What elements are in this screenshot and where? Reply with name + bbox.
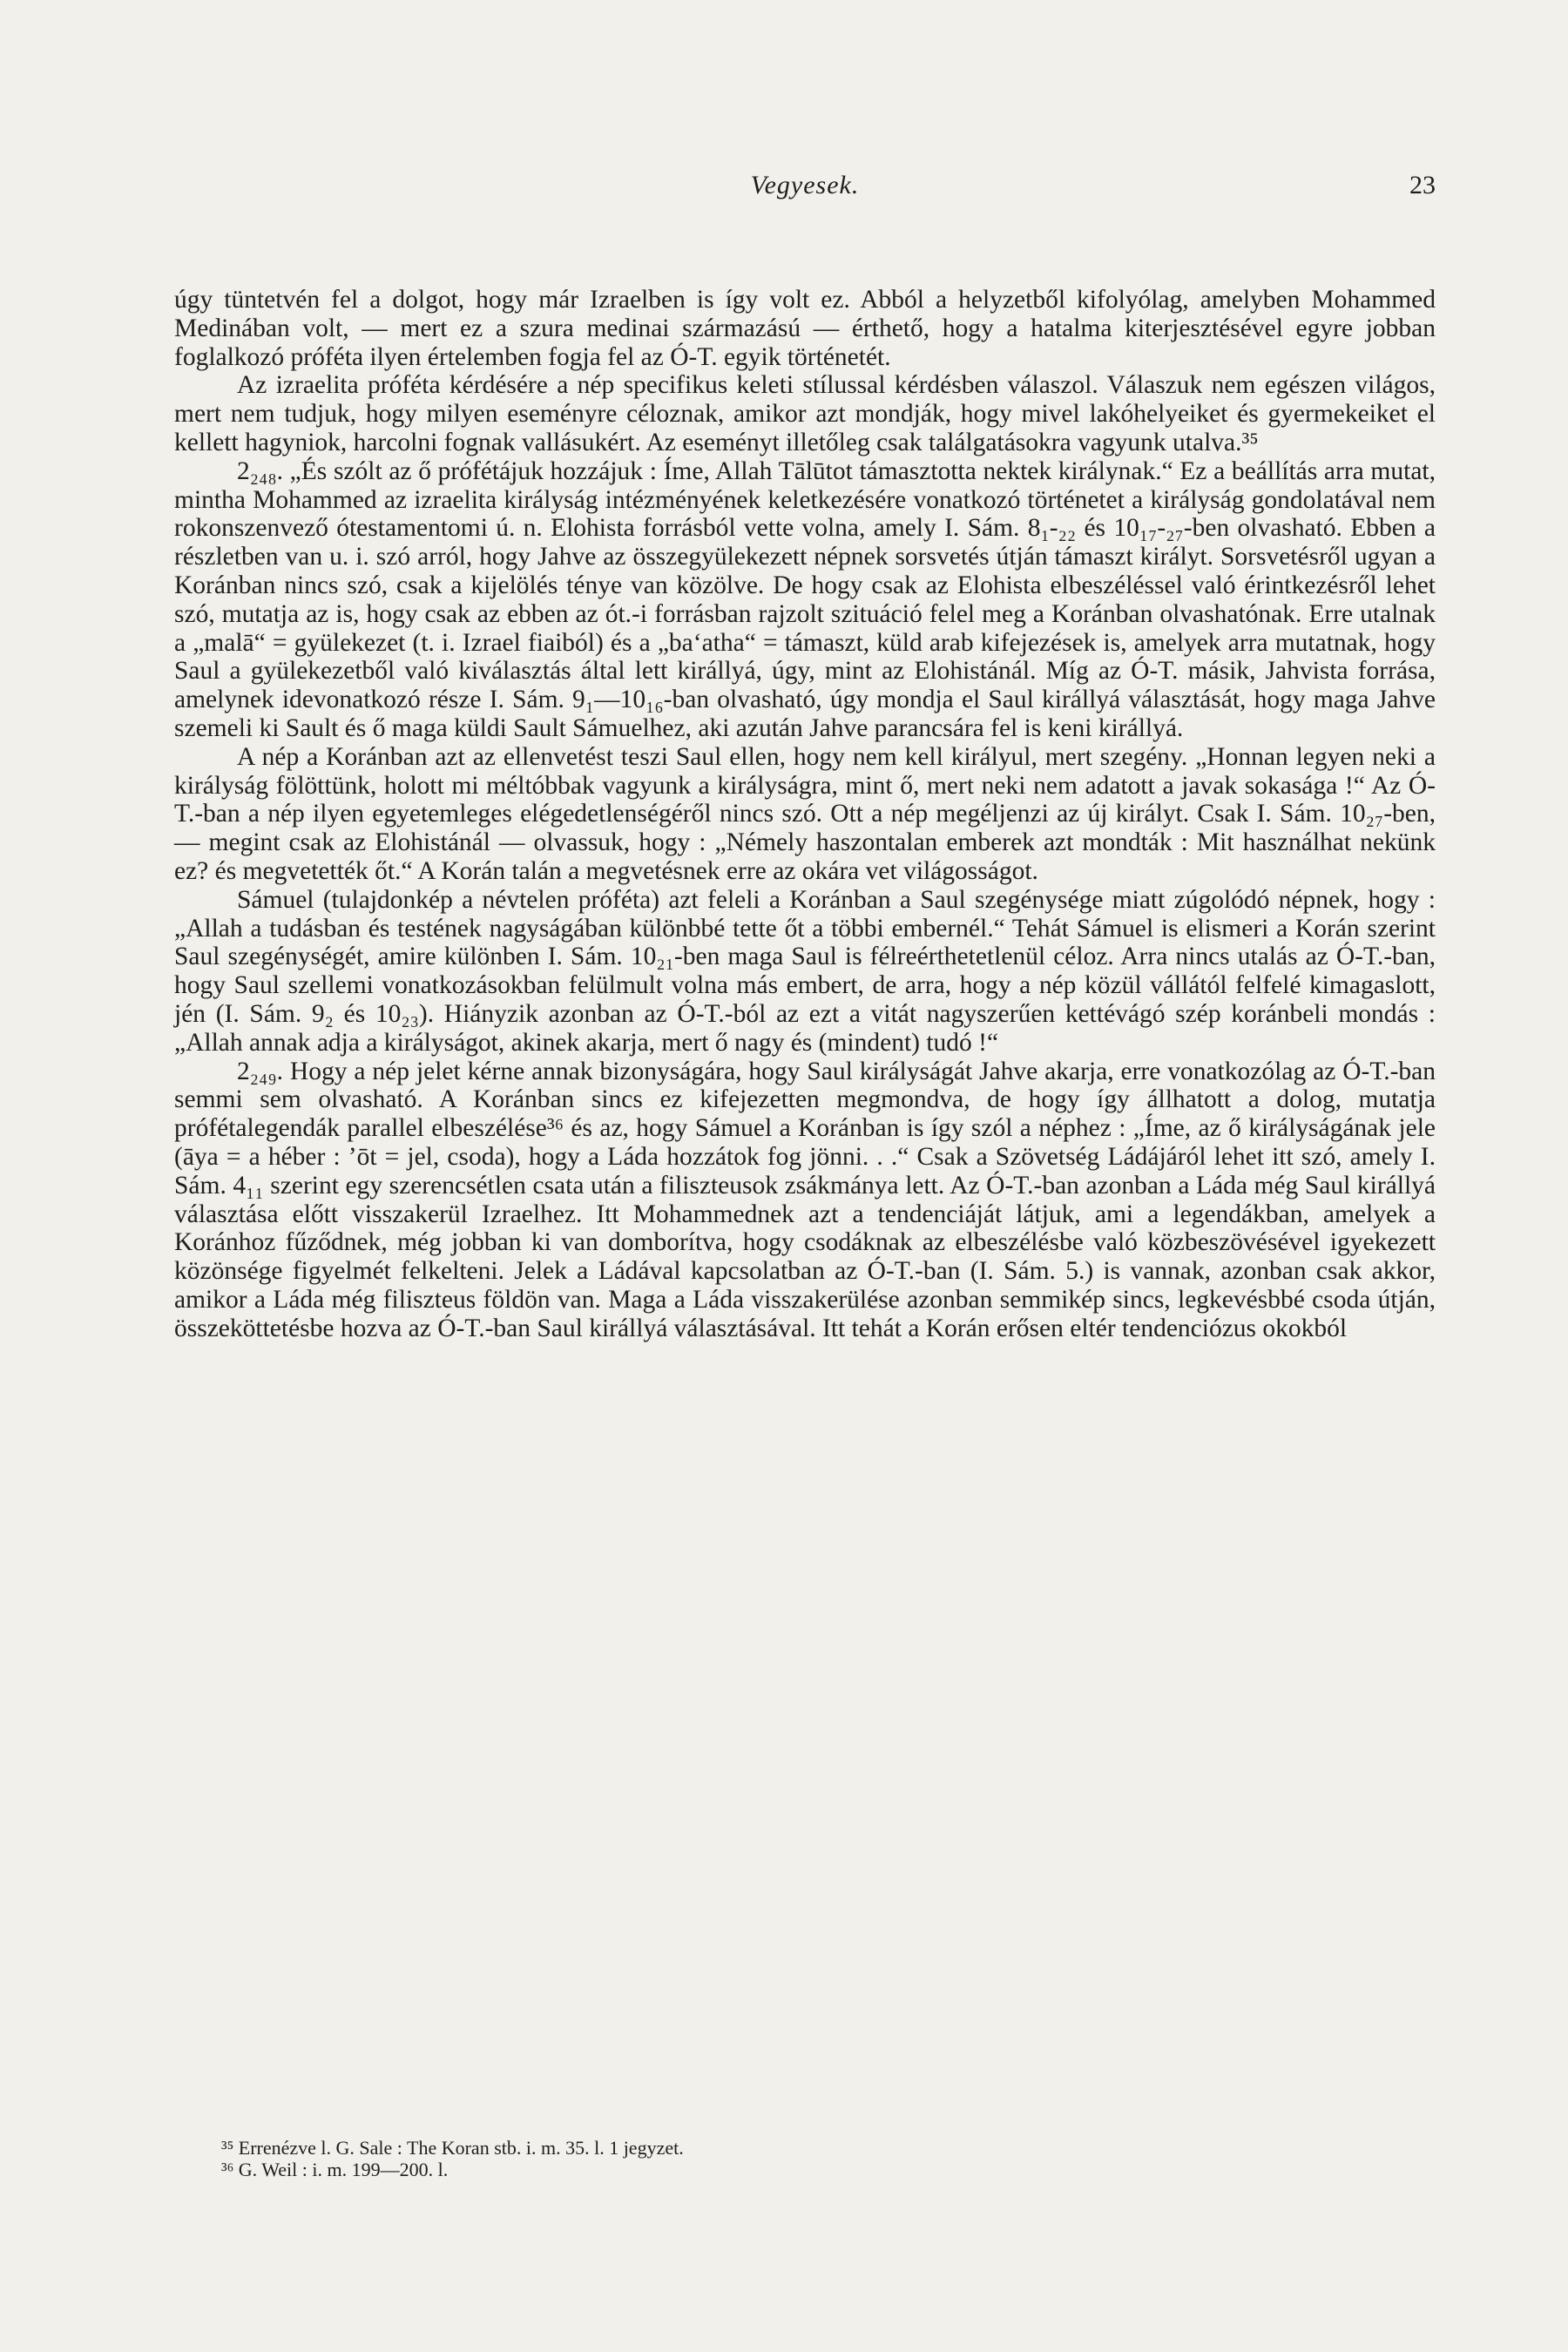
paragraph: 2₂₄₉. Hogy a nép jelet kérne annak bizonyságára, hogy Saul királyságát Jahve akarja, erre vonatkozólag az Ó-T.-ban semmi sem olvasható. A Koránban sincs ez kifejezetten megmondva, de hogy így állhatott a dolog, mutatja prófétalegendák parallel elbeszélése³⁶ és az, hogy Sámuel a Koránban is így szól a néphez : „Íme, az ő királyságának jele (āya = a héber : ’ōt = jel, csoda), hogy a Láda hozzátok fog jönni. . .“ Csak a Szövetség Ládájáról lehet itt szó, amely I. Sám. 4₁₁ szerint egy szerencsétlen csata után a filiszteusok zsákmánya lett. Az Ó-T.-ban azonban a Láda még Saul királlyá választása előtt visszakerül Izraelhez. Itt Mohammednek azt a tendenciáját látjuk, ami a legendákban, amelyek a Koránhoz fűződnek, még jobban ki van domborítva, hogy csodáknak az elbeszélésbe való közbeszövésével igyekezett közönsége figyelmét felkelteni. Jelek a Ládával kapcsolatban az Ó-T.-ban (I. Sám. 5.) is vannak, azonban csak akkor, amikor a Láda még filiszteus földön van. Maga a Láda visszakerülése azonban semmikép sincs, legkevésbbé csoda útján, összeköttetésbe hozva az Ó-T.-ban Saul királlyá választásával. Itt tehát a Korán erősen eltér tendenciózus okokból: [174, 1057, 1436, 1342]
paragraph: Sámuel (tulajdonkép a névtelen próféta) azt feleli a Koránban a Saul szegénysége miatt zúgolódó népnek, hogy : „Allah a tudásban és testének nagyságában különbbé tette őt a többi embernél.“ Tehát Sámuel is elismeri a Korán szerint Saul szegénységét, amire különben I. Sám. 10₂₁-ben maga Saul is félreérthetetlenül céloz. Arra nincs utalás az Ó-T.-ban, hogy Saul szellemi vonatkozásokban felülmult volna más embert, de arra, hogy a nép közül vállától felfelé kimagaslott, jén (I. Sám. 9₂ és 10₂₃). Hiányzik azonban az Ó-T.-ból az ezt a vitát nagyszerűen kettévágó szép koránbeli mondás : „Allah annak adja a királyságot, akinek akarja, mert ő nagy és (mindent) tudó !“: [174, 885, 1436, 1057]
page-header: [174, 171, 1436, 206]
running-title: Vegyesek.: [750, 171, 860, 199]
footnote-35: ³⁵ Errenézve l. G. Sale : The Koran stb. i. m. 35. l. 1 jegyzet.: [221, 2137, 684, 2159]
paragraph: A nép a Koránban azt az ellenvetést teszi Saul ellen, hogy nem kell királyul, mert szegény. „Honnan legyen neki a királyság fölöttünk, holott mi méltóbbak vagyunk a királyságra, mint ő, mert neki nem adatott a javak sokasága !“ Az Ó-T.-ban a nép ilyen egyetemleges elégedetlenségéről nincs szó. Ott a nép megéljenzi az új királyt. Csak I. Sám. 10₂₇-ben, — megint csak az Elohistánál — olvassuk, hogy : „Némely haszontalan emberek azt mondták : Mit használhat nekünk ez? és megvetették őt.“ A Korán talán a megvetésnek erre az okára vet világosságot.: [174, 742, 1436, 885]
body-text: [174, 286, 1436, 1342]
footnotes: [174, 2137, 1436, 2180]
footnote-36: ³⁶ G. Weil : i. m. 199—200. l.: [221, 2159, 449, 2180]
paragraph: úgy tüntetvén fel a dolgot, hogy már Izraelben is így volt ez. Abból a helyzetből kifolyólag, amelyben Mohammed Medinában volt, — mert ez a szura medinai származású — érthető, hogy a hatalma kiterjesztésével egyre jobban foglalkozó próféta ilyen értelemben fogja fel az Ó-T. egyik történetét.: [174, 286, 1436, 371]
paragraph: 2₂₄₈. „És szólt az ő prófétájuk hozzájuk : Íme, Allah Tālūtot támasztotta nektek királynak.“ Ez a beállítás arra mutat, mintha Mohammed az izraelita királyság intézményének keletkezésére vonatkozó történetet a királyság gondolatával nem rokonszenvező ótestamentomi ú. n. Elohista forrásból vette volna, amely I. Sám. 8₁-₂₂ és 10₁₇-₂₇-ben olvasható. Ebben a részletben van u. i. szó arról, hogy Jahve az összegyülekezett népnek sorsvetés útján támaszt királyt. Sorsvetésről ugyan a Koránban nincs szó, csak a kijelölés ténye van közölve. De hogy csak az Elohista elbeszéléssel való érintkezésről lehet szó, mutatja az is, hogy csak az ebben az ót.-i forrásban rajzolt szituáció felel meg a Koránban olvashatónak. Erre utalnak a „malā“ = gyülekezet (t. i. Izrael fiaiból) és a „ba‘atha“ = támaszt, küld arab kifejezések is, amelyek arra mutatnak, hogy Saul a gyülekezetből való kiválasztás által lett királlyá, úgy, mint az Elohistánál. Míg az Ó-T. másik, Jahvista forrása, amelynek idevonatkozó része I. Sám. 9₁—10₁₆-ban olvasható, úgy mondja el Saul királlyá választását, hogy maga Jahve szemeli ki Sault és ő maga küldi Sault Sámuelhez, aki azután Jahve parancsára fel is keni királlyá.: [174, 456, 1436, 742]
page-number: 23: [1409, 171, 1436, 199]
paragraph: Az izraelita próféta kérdésére a nép specifikus keleti stílussal kérdésben válaszol. Válaszuk nem egészen világos, mert nem tudjuk, hogy milyen eseményre céloznak, amikor azt mondják, hogy mivel lakóhelyeiket és gyermekeiket el kellett hagyniok, harcolni fognak vallásukért. Az eseményt illetőleg csak találgatásokra vagyunk utalva.³⁵: [174, 371, 1436, 456]
